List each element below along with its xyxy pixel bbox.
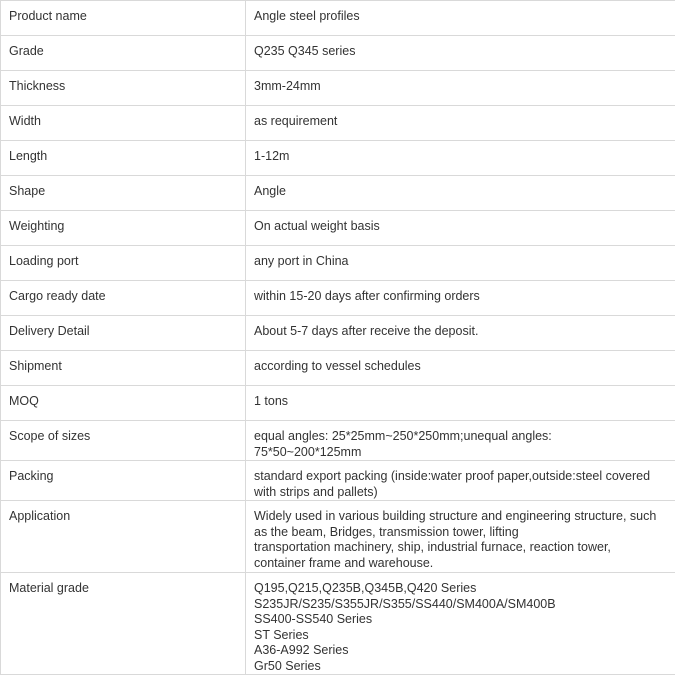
row-value — [246, 421, 675, 461]
table-row — [1, 316, 675, 351]
table-row — [1, 246, 675, 281]
row-value — [246, 386, 675, 421]
value-line: On actual weight basis — [254, 219, 380, 233]
row-value — [246, 316, 675, 351]
row-value — [246, 36, 675, 71]
table-row — [1, 281, 675, 316]
table-row — [1, 1, 675, 36]
value-line: SS400-SS540 Series — [254, 612, 373, 626]
value-line: 1-12m — [254, 149, 290, 163]
row-label: Shape — [1, 176, 246, 211]
row-value — [246, 501, 675, 573]
row-value — [246, 351, 675, 386]
row-label: Loading port — [1, 246, 246, 281]
row-label: Product name — [1, 1, 246, 36]
value-line: Q235 Q345 series — [254, 44, 356, 58]
row-label: Weighting — [1, 211, 246, 246]
value-line: Q195,Q215,Q235B,Q345B,Q420 Series — [254, 581, 477, 595]
table-row — [1, 211, 675, 246]
table-row — [1, 386, 675, 421]
value-line: Angle steel profiles — [254, 9, 360, 23]
row-value — [246, 246, 675, 281]
value-line: equal angles: 25*25mm~250*250mm;unequal angles: — [254, 429, 552, 443]
spec-table-body — [1, 1, 675, 675]
row-value — [246, 141, 675, 176]
row-label: MOQ — [1, 386, 246, 421]
row-value — [246, 71, 675, 106]
value-line: S235JR/S235/S355JR/S355/SS440/SM400A/SM400B — [254, 596, 556, 611]
value-line: Gr50 Series — [254, 658, 321, 673]
row-label: Thickness — [1, 71, 246, 106]
row-value — [246, 1, 675, 36]
row-value — [246, 573, 675, 675]
value-line: About 5-7 days after receive the deposit. — [254, 324, 479, 338]
row-value — [246, 461, 675, 501]
value-line: 75*50~200*125mm — [254, 444, 362, 459]
row-value — [246, 211, 675, 246]
value-line: standard export packing (inside:water proof paper,outside:steel covered — [254, 469, 651, 483]
value-line: Widely used in various building structure and engineering structure, such — [254, 509, 657, 523]
row-label: Scope of sizes — [1, 421, 246, 461]
table-row — [1, 501, 675, 573]
value-line: as requirement — [254, 114, 338, 128]
value-line: transportation machinery, ship, industrial furnace, reaction tower, — [254, 540, 611, 554]
row-label: Width — [1, 106, 246, 141]
row-label: Material grade — [1, 573, 246, 675]
value-line: A36-A992 Series — [254, 643, 349, 657]
table-row — [1, 461, 675, 501]
value-line: 3mm-24mm — [254, 79, 321, 93]
row-label: Cargo ready date — [1, 281, 246, 316]
row-label: Grade — [1, 36, 246, 71]
table-row — [1, 176, 675, 211]
value-line: any port in China — [254, 254, 349, 268]
row-label: Shipment — [1, 351, 246, 386]
value-line: within 15-20 days after confirming orders — [254, 289, 480, 303]
table-row — [1, 141, 675, 176]
row-label: Application — [1, 501, 246, 573]
value-line: Angle — [254, 184, 286, 198]
value-line: ST Series — [254, 627, 309, 642]
table-row — [1, 573, 675, 675]
table-row — [1, 106, 675, 141]
row-label: Packing — [1, 461, 246, 501]
value-line: 1 tons — [254, 394, 289, 408]
row-value — [246, 176, 675, 211]
value-line: container frame and warehouse. — [254, 555, 434, 570]
value-line: with strips and pallets) — [254, 484, 378, 499]
row-label: Delivery Detail — [1, 316, 246, 351]
table-row — [1, 71, 675, 106]
value-line: as the beam, Bridges, transmission tower, lifting — [254, 524, 519, 539]
table-row — [1, 421, 675, 461]
table-row — [1, 36, 675, 71]
row-value — [246, 281, 675, 316]
table-row — [1, 351, 675, 386]
row-value — [246, 106, 675, 141]
value-line: according to vessel schedules — [254, 359, 421, 373]
row-label: Length — [1, 141, 246, 176]
